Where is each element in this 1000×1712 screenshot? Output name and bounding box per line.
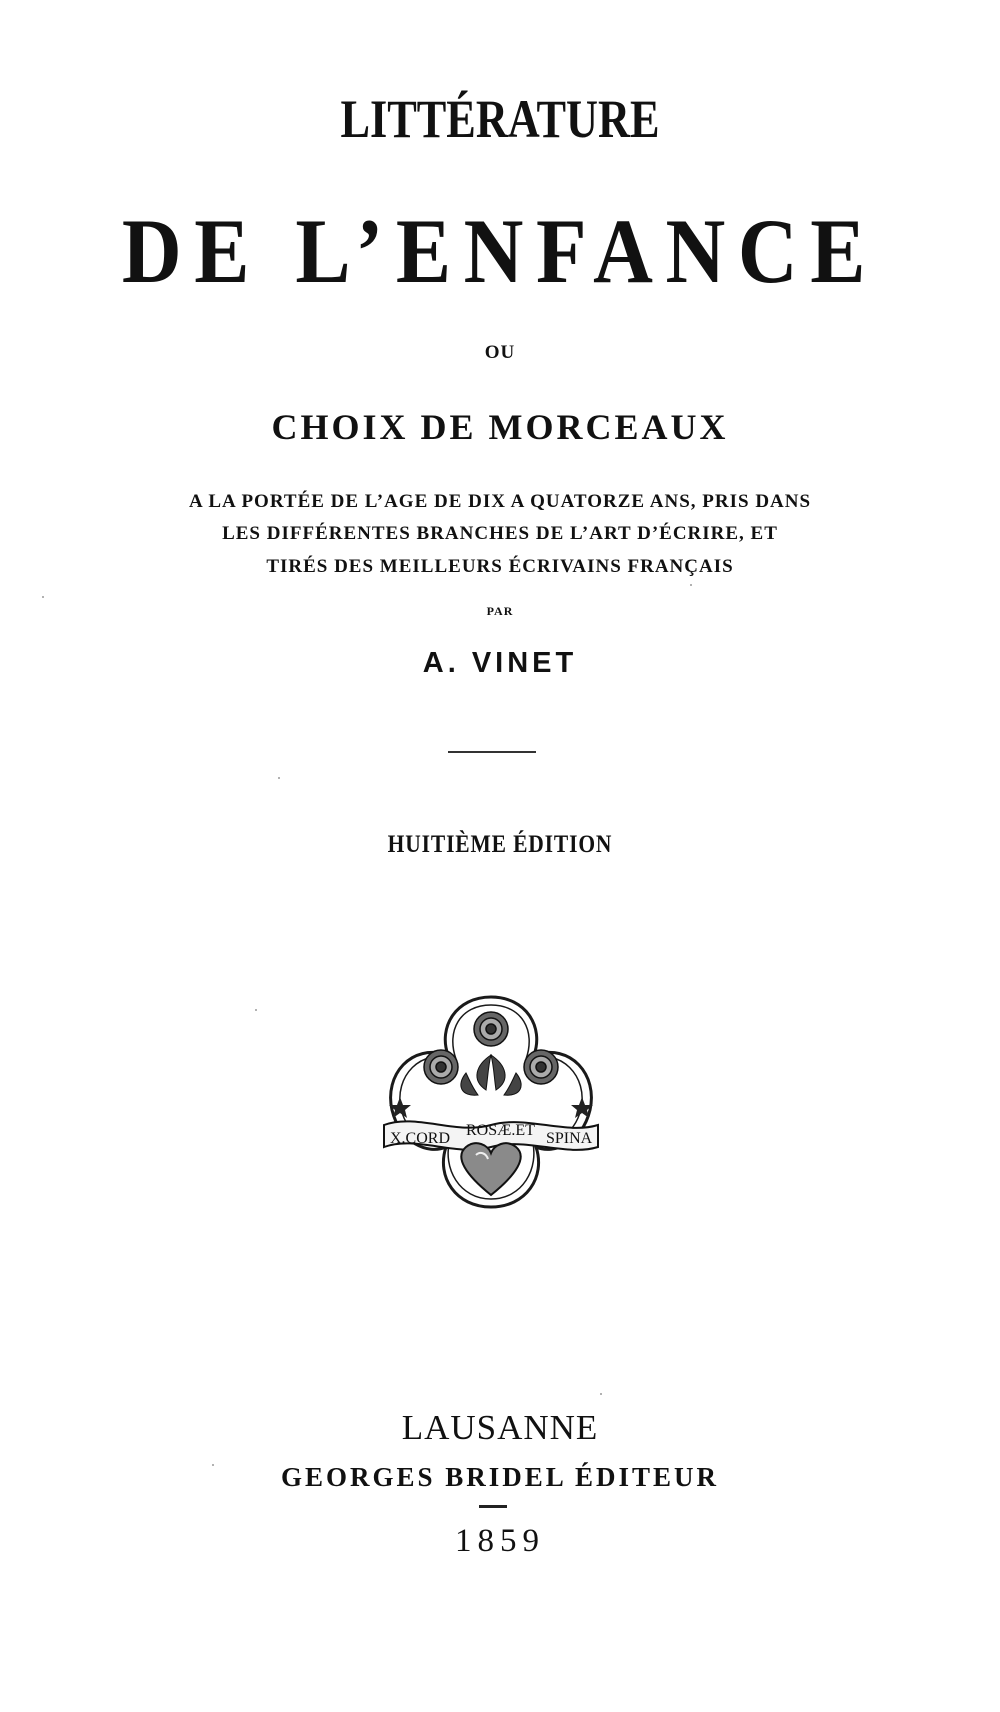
- scan-speck: [600, 1393, 602, 1395]
- imprint-rule: [479, 1505, 507, 1508]
- title-connector: OU: [484, 342, 516, 363]
- scan-speck: [255, 1009, 257, 1011]
- edition-label: HUITIÈME ÉDITION: [387, 831, 613, 858]
- motto-right: SPINA: [546, 1130, 593, 1147]
- subtitle: CHOIX DE MORCEAUX: [271, 407, 729, 447]
- scan-speck: [212, 1464, 214, 1466]
- motto-center: ROSÆ.ET: [466, 1122, 535, 1139]
- description-line-1: A LA PORTÉE DE L’AGE DE DIX A QUATORZE ANS, PRIS DANS: [188, 491, 812, 512]
- scan-speck: [690, 584, 692, 586]
- description-line-2: LES DIFFÉRENTES BRANCHES DE L’ART D’ÉCRIRE, ET: [222, 523, 778, 544]
- title-line-enfance: DE L’ENFANCE: [121, 200, 879, 302]
- imprint-publisher: GEORGES BRIDEL ÉDITEUR: [280, 1462, 720, 1492]
- scan-speck: [42, 596, 44, 598]
- motto-left: X.CORD: [390, 1130, 451, 1147]
- section-divider: [448, 751, 536, 753]
- byline-par: PAR: [486, 604, 514, 618]
- imprint-year: 1859: [455, 1523, 545, 1559]
- imprint-city: LAUSANNE: [401, 1408, 599, 1447]
- author-name: A. VINET: [422, 647, 578, 679]
- printer-mark-emblem-icon: [376, 985, 606, 1215]
- scan-speck: [278, 777, 280, 779]
- description-line-3: TIRÉS DES MEILLEURS ÉCRIVAINS FRANÇAIS: [266, 556, 734, 577]
- title-line-litterature: LITTÉRATURE: [340, 89, 660, 149]
